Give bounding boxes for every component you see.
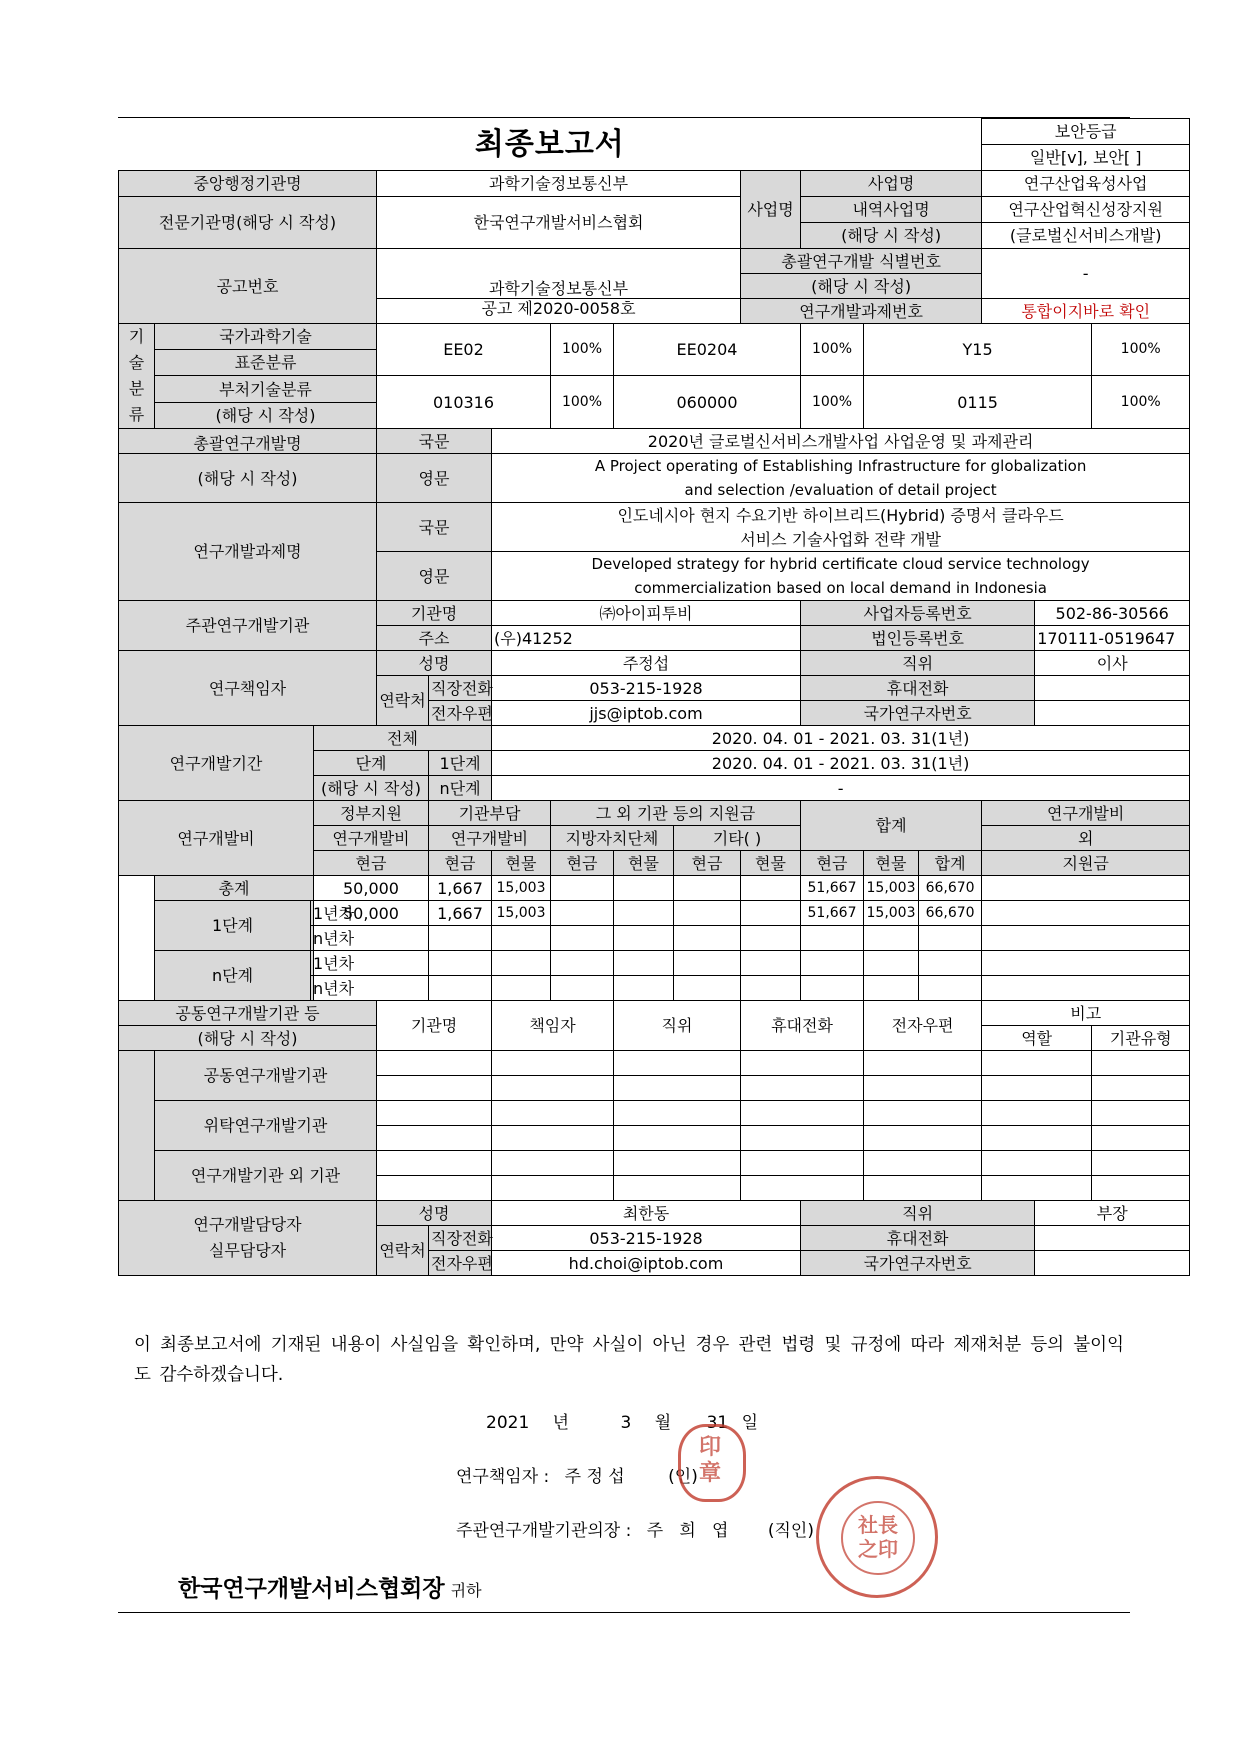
national-class-pct-2: 100% bbox=[801, 324, 864, 376]
budget-extra-label-3: 지원금 bbox=[982, 851, 1190, 876]
biz-reg-value: 502-86-30566 bbox=[1035, 601, 1190, 626]
national-class-code-2: EE0204 bbox=[614, 324, 801, 376]
national-class-code-1: EE02 bbox=[377, 324, 551, 376]
central-agency-value: 과학기술정보통신부 bbox=[377, 171, 741, 197]
budget-sum-inkind: 현물 bbox=[864, 851, 919, 876]
declaration-text: 이 최종보고서에 기재된 내용이 사실임을 확인하며, 만약 사실이 아닌 경우 관련 법령 및 규정에 따라 제재처분 등의 불이익도 감수하겠습니다. bbox=[134, 1335, 1124, 1385]
security-value: 일반[v], 보안[ ] bbox=[982, 145, 1190, 171]
budget-etc-inkind: 현물 bbox=[741, 851, 801, 876]
budget-total-gov-cash: 50,000 bbox=[314, 876, 429, 901]
budget-s1y1-inst-inkind: 15,003 bbox=[492, 901, 551, 926]
date-month-unit: 월 bbox=[654, 1413, 672, 1433]
task-name-eng-value-2: commercialization based on local demand in Indonesia bbox=[492, 576, 1190, 601]
pi-name-label: 성명 bbox=[377, 651, 492, 676]
budget-gov-cash: 현금 bbox=[314, 851, 429, 876]
staff-email-value: hd.choi@iptob.com bbox=[492, 1251, 801, 1276]
ministry-class-pct-2: 100% bbox=[801, 376, 864, 429]
ministry-class-code-1: 010316 bbox=[377, 376, 551, 429]
national-class-pct-1: 100% bbox=[551, 324, 614, 376]
budget-gov-label-2: 연구개발비 bbox=[314, 826, 429, 851]
budget-etc-cash: 현금 bbox=[674, 851, 741, 876]
budget-s1y1-sum-inkind: 15,003 bbox=[864, 901, 919, 926]
joint-rd-org-label: 공동연구개발기관 bbox=[155, 1051, 377, 1101]
pi-nrid-value bbox=[1035, 701, 1190, 726]
personal-seal-glyph: 印 章 bbox=[698, 1434, 721, 1486]
task-number-value: 통합이지바로 확인 bbox=[982, 299, 1190, 324]
budget-total-inst-cash: 1,667 bbox=[429, 876, 492, 901]
period-stage-label-1: 단계 bbox=[314, 751, 429, 776]
joint-col-head: 책임자 bbox=[492, 1001, 614, 1051]
task-name-label: 연구개발과제명 bbox=[119, 503, 377, 601]
budget-label-1: 연구개발비 bbox=[119, 801, 314, 876]
sub-business-value-1: 연구산업혁신성장지원 bbox=[982, 197, 1190, 223]
national-class-label-1: 국가과학기술 bbox=[155, 324, 377, 350]
budget-local-inkind: 현물 bbox=[614, 851, 674, 876]
security-label: 보안등급 bbox=[982, 119, 1190, 145]
budget-total-inst-inkind: 15,003 bbox=[492, 876, 551, 901]
budget-inst-inkind: 현물 bbox=[492, 851, 551, 876]
budget-extra-label-1: 연구개발비 bbox=[982, 801, 1190, 826]
budget-extra-label-2: 외 bbox=[982, 826, 1190, 851]
ministry-class-label-2: (해당 시 작성) bbox=[155, 403, 377, 429]
expert-agency-label: 전문기관명(해당 시 작성) bbox=[119, 197, 377, 249]
date-month: 3 bbox=[620, 1413, 632, 1433]
pi-name-value: 주정섭 bbox=[492, 651, 801, 676]
joint-note-label: 비고 bbox=[982, 1001, 1190, 1026]
budget-s1y1-extra bbox=[982, 901, 1190, 926]
overall-name-label-2: (해당 시 작성) bbox=[119, 454, 377, 503]
task-number-label: 연구개발과제번호 bbox=[741, 299, 982, 324]
sub-business-value-2: (글로벌신서비스개발) bbox=[982, 223, 1190, 249]
budget-sum-total: 합계 bbox=[919, 851, 982, 876]
budget-s1y1-gov-cash: 50,000 bbox=[314, 901, 429, 926]
staff-label-2: 실무담당자 bbox=[208, 1241, 287, 1260]
overall-name-label-1: 총괄연구개발명 bbox=[119, 429, 377, 454]
host-addr-label: 주소 bbox=[377, 626, 492, 651]
task-name-kor-value-1: 인도네시아 현지 수요기반 하이브리드(Hybrid) 증명서 클라우드 bbox=[492, 503, 1190, 528]
budget-total-sum-total: 66,670 bbox=[919, 876, 982, 901]
task-name-kor-value-2: 서비스 기술사업화 전략 개발 bbox=[492, 527, 1190, 552]
date-year-unit: 년 bbox=[552, 1413, 570, 1433]
budget-sn-year1-label: 1년차 bbox=[311, 951, 314, 976]
staff-position-label: 직위 bbox=[801, 1201, 1035, 1226]
budget-sn-yearn-label: n년차 bbox=[311, 976, 314, 1001]
period-stage-label-2: (해당 시 작성) bbox=[314, 776, 429, 801]
budget-stage1-label: 1단계 bbox=[155, 901, 311, 951]
head-sign-line bbox=[456, 1516, 814, 1541]
addressee-name: 한국연구개발서비스협회장 bbox=[178, 1576, 445, 1602]
joint-type-label: 기관유형 bbox=[1092, 1026, 1190, 1051]
pi-tel-value: 053-215-1928 bbox=[492, 676, 801, 701]
budget-s1y1-etc-inkind bbox=[741, 901, 801, 926]
official-seal-glyph: 社長 之印 bbox=[858, 1513, 898, 1561]
pi-email-value: jjs@iptob.com bbox=[492, 701, 801, 726]
notice-label: 공고번호 bbox=[119, 249, 377, 324]
overall-name-kor-label: 국문 bbox=[377, 429, 492, 454]
tech-class-side-label: 기술분류 bbox=[119, 324, 155, 429]
pi-sign-seal: (인) bbox=[668, 1467, 698, 1487]
joint-col-org: 기관명 bbox=[377, 1001, 492, 1051]
staff-label-1: 연구개발담당자 bbox=[193, 1215, 302, 1234]
ministry-class-code-3: 0115 bbox=[864, 376, 1092, 429]
ministry-class-label-1: 부처기술분류 bbox=[155, 376, 377, 403]
ministry-class-code-2: 060000 bbox=[614, 376, 801, 429]
ministry-class-pct-1: 100% bbox=[551, 376, 614, 429]
biz-reg-label: 사업자등록번호 bbox=[801, 601, 1035, 626]
period-total-value: 2020. 04. 01 - 2021. 03. 31(1년) bbox=[492, 726, 1190, 751]
budget-s1y1-local-inkind bbox=[614, 901, 674, 926]
staff-nrid-label: 국가연구자번호 bbox=[801, 1251, 1035, 1276]
staff-tel-value: 053-215-1928 bbox=[492, 1226, 801, 1251]
staff-tel-label: 직장전화 bbox=[429, 1226, 492, 1251]
budget-s1y1-etc-cash bbox=[674, 901, 741, 926]
period-stagen-value: - bbox=[492, 776, 1190, 801]
budget-inst-label-1: 기관부담 bbox=[429, 801, 551, 826]
joint-label-1: 공동연구개발기관 등 bbox=[119, 1001, 377, 1026]
national-class-label-2: 표준분류 bbox=[155, 350, 377, 376]
task-name-kor-label: 국문 bbox=[377, 503, 492, 552]
budget-total-local-cash bbox=[551, 876, 614, 901]
host-org-name-label: 기관명 bbox=[377, 601, 492, 626]
overall-id-label-1: 총괄연구개발 식별번호 bbox=[741, 249, 982, 274]
joint-outside-org-label: 연구개발기관 외 기관 bbox=[155, 1151, 377, 1201]
sub-business-label-2: (해당 시 작성) bbox=[801, 223, 982, 249]
central-agency-label: 중앙행정기관명 bbox=[119, 171, 377, 197]
pi-nrid-label: 국가연구자번호 bbox=[801, 701, 1035, 726]
task-name-eng-value-1: Developed strategy for hybrid certificate cloud service technology bbox=[492, 552, 1190, 577]
budget-stagen-label: n단계 bbox=[155, 951, 311, 1001]
addressee-suffix: 귀하 bbox=[450, 1581, 482, 1600]
budget-inst-label-2: 연구개발비 bbox=[429, 826, 551, 851]
period-stage1-value: 2020. 04. 01 - 2021. 03. 31(1년) bbox=[492, 751, 1190, 776]
pi-label: 연구책임자 bbox=[119, 651, 377, 726]
host-org-name-value: ㈜아이피투비 bbox=[492, 601, 801, 626]
task-name-eng-label: 영문 bbox=[377, 552, 492, 601]
head-sign-label: 주관연구개발기관의장 : bbox=[456, 1521, 632, 1541]
pi-mobile-label: 휴대전화 bbox=[801, 676, 1035, 701]
host-org-label: 주관연구개발기관 bbox=[119, 601, 377, 651]
budget-s1y1-sum-total: 66,670 bbox=[919, 901, 982, 926]
budget-total-etc-cash bbox=[674, 876, 741, 901]
date-day-unit: 일 bbox=[741, 1413, 759, 1433]
overall-name-eng-value-2: and selection /evaluation of detail project bbox=[492, 478, 1190, 503]
pi-email-label: 전자우편 bbox=[429, 701, 492, 726]
staff-name-label: 성명 bbox=[377, 1201, 492, 1226]
notice-value-1: 과학기술정보통신부 bbox=[377, 249, 741, 299]
ministry-class-pct-3: 100% bbox=[1092, 376, 1190, 429]
budget-total-etc-inkind bbox=[741, 876, 801, 901]
overall-name-kor-value: 2020년 글로벌신서비스개발사업 사업운영 및 과제관리 bbox=[492, 429, 1190, 454]
budget-other-label: 그 외 기관 등의 지원금 bbox=[551, 801, 801, 826]
period-label: 연구개발기간 bbox=[119, 726, 314, 801]
page-title: 최종보고서 bbox=[474, 126, 625, 162]
budget-total-extra bbox=[982, 876, 1190, 901]
expert-agency-value: 한국연구개발서비스협회 bbox=[377, 197, 741, 249]
pi-mobile-value bbox=[1035, 676, 1190, 701]
pi-contact-label: 연락처 bbox=[377, 676, 429, 726]
business-name-label: 사업명 bbox=[801, 171, 982, 197]
pi-sign-line bbox=[456, 1462, 698, 1487]
corp-reg-value: 170111-0519647 bbox=[1035, 626, 1190, 651]
staff-name-value: 최한동 bbox=[492, 1201, 801, 1226]
joint-label-2: (해당 시 작성) bbox=[119, 1026, 377, 1051]
pi-sign-label: 연구책임자 : bbox=[456, 1467, 550, 1487]
budget-sum-cash: 현금 bbox=[801, 851, 864, 876]
joint-col-position: 직위 bbox=[614, 1001, 741, 1051]
business-name-value: 연구산업육성사업 bbox=[982, 171, 1190, 197]
joint-col-mobile: 휴대전화 bbox=[741, 1001, 864, 1051]
budget-s1y1-sum-cash: 51,667 bbox=[801, 901, 864, 926]
budget-total-row-label: 총계 bbox=[155, 876, 314, 901]
report-form bbox=[118, 118, 1190, 1276]
joint-consign-org-label: 위탁연구개발기관 bbox=[155, 1101, 377, 1151]
budget-local-cash: 현금 bbox=[551, 851, 614, 876]
joint-col-email: 전자우편 bbox=[864, 1001, 982, 1051]
host-addr-value: (우)41252 bbox=[492, 626, 801, 651]
business-label: 사업명 bbox=[741, 171, 801, 249]
budget-s1-yearn-label: n년차 bbox=[311, 926, 314, 951]
budget-s1y1-local-cash bbox=[551, 901, 614, 926]
head-sign-name: 주 희 엽 bbox=[646, 1521, 729, 1541]
pi-position-value: 이사 bbox=[1035, 651, 1190, 676]
overall-name-eng-value-1: A Project operating of Establishing Infrastructure for globalization bbox=[492, 454, 1190, 479]
budget-s1y1-inst-cash: 1,667 bbox=[429, 901, 492, 926]
staff-email-label: 전자우편 bbox=[429, 1251, 492, 1276]
budget-etc-label: 기타( ) bbox=[674, 826, 801, 851]
national-class-code-3: Y15 bbox=[864, 324, 1092, 376]
period-total-label: 전체 bbox=[314, 726, 492, 751]
national-class-pct-3: 100% bbox=[1092, 324, 1190, 376]
overall-name-eng-label: 영문 bbox=[377, 454, 492, 503]
date-day: 31 bbox=[706, 1413, 729, 1433]
budget-total-local-inkind bbox=[614, 876, 674, 901]
pi-tel-label: 직장전화 bbox=[429, 676, 492, 701]
budget-s1-year1-label: 1년차 bbox=[311, 901, 314, 926]
pi-sign-name: 주 정 섭 bbox=[564, 1467, 625, 1487]
pi-position-label: 직위 bbox=[801, 651, 1035, 676]
budget-inst-cash: 현금 bbox=[429, 851, 492, 876]
budget-total-sum-inkind: 15,003 bbox=[864, 876, 919, 901]
overall-id-label-2: (해당 시 작성) bbox=[741, 274, 982, 299]
budget-sum-label: 합계 bbox=[801, 801, 982, 851]
addressee bbox=[178, 1570, 482, 1603]
period-stage1-label: 1단계 bbox=[429, 751, 492, 776]
overall-id-value: - bbox=[982, 249, 1190, 299]
budget-total-sum-cash: 51,667 bbox=[801, 876, 864, 901]
sub-business-label-1: 내역사업명 bbox=[801, 197, 982, 223]
budget-gov-label-1: 정부지원 bbox=[314, 801, 429, 826]
corp-reg-label: 법인등록번호 bbox=[801, 626, 1035, 651]
joint-role-label: 역할 bbox=[982, 1026, 1092, 1051]
bottom-rule bbox=[118, 1612, 1130, 1613]
budget-local-label: 지방자치단체 bbox=[551, 826, 674, 851]
notice-value-2: 공고 제2020-0058호 bbox=[377, 299, 741, 324]
staff-position-value: 부장 bbox=[1035, 1201, 1190, 1226]
date-year: 2021 bbox=[486, 1413, 530, 1433]
staff-contact-label: 연락처 bbox=[377, 1226, 429, 1276]
staff-mobile-label: 휴대전화 bbox=[801, 1226, 1035, 1251]
head-sign-seal: (직인) bbox=[767, 1521, 814, 1541]
period-stagen-label: n단계 bbox=[429, 776, 492, 801]
